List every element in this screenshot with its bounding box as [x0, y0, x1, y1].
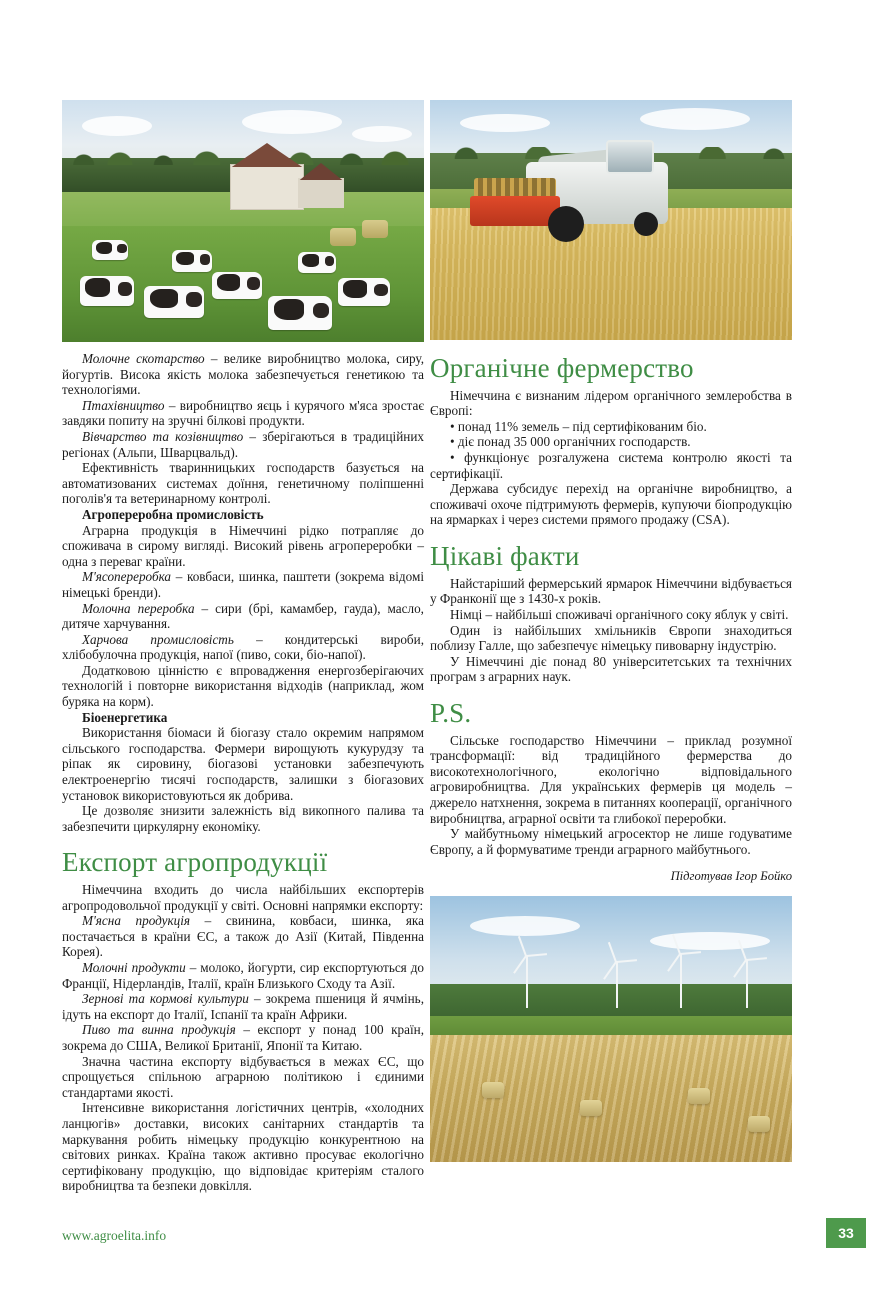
farmhouse	[230, 164, 304, 210]
bullet-item: • понад 11% земель – під сертифікованим біо.	[450, 418, 707, 434]
hay-bale	[330, 228, 356, 246]
paragraph-text: – ковбаси, шинка, паштети (зокрема відомі німецькі бренди).	[62, 569, 424, 600]
paragraph	[62, 803, 424, 834]
paragraph-lead: Зернові та кормові культури	[82, 991, 249, 1007]
paragraph-text: Використання біомаси й біогазу стало окремим напрямом сільського господарства. Фермери вирощують кукурудзу та ріпак як сировину, біогазові установки забезпечують електроенергію тисячі господарств, залишки з біогазових установок використовуються як добрива.	[62, 725, 424, 803]
paragraph-lead: М'ясна продукція	[82, 913, 191, 929]
hay-bale	[688, 1088, 710, 1104]
export-paragraphs	[62, 882, 424, 1194]
paragraph-text: – молоко, йогурти, сир експортуються до Франції, Нідерландів, Італії, країн Близького Сходу та Азії.	[62, 960, 425, 991]
photo-dairy-cows-pasture	[62, 100, 424, 342]
paragraph-lead: Молочна переробка	[82, 600, 195, 616]
cow	[92, 240, 128, 260]
cow	[80, 276, 134, 306]
paragraph-lead: Вівчарство та козівництво	[82, 428, 244, 444]
paragraph	[62, 1054, 424, 1101]
paragraph-text: – експорт у понад 100 країн, зокрема до США, Великої Британії, Японії та Китаю.	[62, 1022, 424, 1054]
livestock-paragraphs	[62, 351, 424, 507]
fact-item: Німці – найбільші споживачі органічного соку яблук у світі.	[450, 606, 789, 622]
subheading-agro-processing: Агропереробна промисловість	[82, 506, 264, 522]
page-number-badge: 33	[826, 1218, 866, 1248]
paragraph: Німеччина є визнаним лідером органічного землеробства в Європі:	[430, 387, 792, 419]
paragraph	[62, 913, 424, 960]
bullet-item: • функціонує розгалужена система контролю якості та сертифікації.	[430, 450, 792, 481]
wind-turbine-icon	[526, 956, 528, 1008]
paragraph	[62, 351, 424, 398]
paragraph	[62, 398, 424, 429]
paragraph	[62, 569, 424, 600]
photo-harvested-field-wind-turbines	[430, 896, 792, 1162]
cloud-shape	[640, 108, 750, 130]
paragraph	[62, 601, 424, 632]
paragraph-lead: Молочні продукти	[82, 960, 186, 976]
paragraph-text: Додатковою цінністю є впровадження енергозберігаючих технологій і повторне використання відходів (наприклад, жом буряка на корм).	[62, 662, 424, 710]
hay-bale	[748, 1116, 770, 1132]
paragraph-lead: Пиво та винна продукція	[82, 1022, 236, 1038]
paragraph-text: – сири (брі, камамбер, гауда), масло, дитяче харчування.	[62, 600, 424, 632]
paragraph	[62, 663, 424, 710]
farm-barn	[298, 178, 344, 208]
paragraph	[62, 460, 424, 507]
heading-organic-farming: Органічне фермерство	[430, 353, 694, 383]
heading-ps: P.S.	[430, 697, 472, 728]
paragraph: Держава субсидує перехід на органічне виробництво, а споживачі охоче підтримують фермерів, купуючи біопродукцію на ярмарках і через системи прямого продажу (CSA).	[430, 481, 792, 528]
paragraph-lead: Птахівництво	[82, 397, 165, 413]
hay-bale	[482, 1082, 504, 1098]
cloud-shape	[242, 110, 342, 134]
paragraph	[62, 429, 424, 460]
paragraph-text: Це дозволяє знизити залежність від викопного палива та забезпечити циркулярну економіку.	[62, 803, 424, 834]
paragraph	[62, 1022, 424, 1053]
cow	[338, 278, 390, 306]
footer-website-url[interactable]: www.agroelita.info	[62, 1228, 167, 1243]
fact-item: Один із найбільших хмільників Європи знаходиться поблизу Галле, що забезпечує німецьку пивоварну індустрію.	[430, 622, 792, 654]
paragraph-text: Значна частина експорту відбувається в межах ЄС, що спрощується спільною аграрною політикою і єдиними стандартами якості.	[62, 1053, 424, 1100]
harvester-wheel	[548, 206, 584, 242]
paragraph-text: Аграрна продукція в Німеччині рідко потрапляє до споживача в сирому вигляді. Високий рівень агропереробки – одна з переваг країни.	[62, 522, 424, 569]
paragraph-text: – кондитерські вироби, хлібобулочна продукція, напої (пиво, соки, біо-напої).	[62, 631, 424, 663]
photo-combine-harvester-wheat-field	[430, 100, 792, 340]
fact-item: У Німеччині діє понад 80 університетських та технічних програм з аграрних наук.	[430, 653, 792, 685]
cow	[172, 250, 212, 272]
left-column	[62, 100, 424, 1194]
paragraph-text: Ефективність тваринницьких господарств базується на автоматизованих системах доїння, генетичному поліпшенні поголів'я та ветеринарному контролі.	[62, 460, 424, 507]
cow	[298, 252, 336, 273]
paragraph-lead: М'ясопереробка	[82, 569, 172, 585]
cow	[268, 296, 332, 330]
paragraph: Сільське господарство Німеччини – приклад розумної трансформації: від традиційного фермерства до високотехнологічного, екологічно відповідального агровиробництва. Для українських фермерів ця модель – джерело натхнення, зокрема в питаннях кооперації, органічного виробництва, аграрної освіти та глибокої переробки.	[430, 732, 792, 826]
paragraph	[62, 991, 424, 1022]
paragraph-text: – виробництво яєць і курячого м'яса зростає завдяки попиту на зручні білкові продукти.	[62, 397, 424, 429]
paragraph	[62, 632, 424, 663]
harvested-stubble-field	[430, 1035, 792, 1163]
wind-turbine-icon	[746, 960, 748, 1008]
paragraph	[62, 523, 424, 570]
bullet-item: • діє понад 35 000 органічних господарств.	[450, 434, 691, 450]
heading-export: Експорт агропродукції	[62, 847, 328, 878]
cloud-shape	[460, 114, 550, 132]
cloud-shape	[82, 116, 152, 136]
paragraph-text: Німеччина входить до числа найбільших експортерів агропродовольчої продукції у світі. Основні напрямки експорту:	[62, 882, 424, 913]
wheat-field	[430, 208, 792, 340]
paragraph-text: – зокрема пшениця й ячмінь, ідуть на експорт до Італії, Іспанії та країн Африки.	[62, 991, 424, 1022]
wind-turbine-icon	[680, 954, 682, 1008]
paragraph	[62, 960, 424, 991]
harvester-cab	[606, 140, 654, 174]
paragraph-lead: Молочне скотарство	[82, 351, 205, 366]
hay-bale	[362, 220, 388, 238]
paragraph	[62, 1100, 424, 1194]
paragraph-lead: Харчова промисловість	[82, 631, 234, 647]
harvester-reel	[474, 178, 556, 198]
wind-turbine-icon	[616, 962, 618, 1008]
paragraph-text: – велике виробництво молока, сиру, йогуртів. Висока якість молока забезпечується генетикою та технологіями.	[62, 351, 424, 398]
processing-paragraphs	[62, 523, 424, 710]
author-signature: Підготував Ігор Бойко	[670, 869, 792, 884]
bioenergy-paragraphs	[62, 725, 424, 834]
paragraph: У майбутньому німецький агросектор не лише годуватиме Європу, а й формуватиме тренди аграрного майбутнього.	[430, 826, 792, 857]
paragraph-text: – зберігаються в традиційних регіонах (Альпи, Шварцвальд).	[62, 428, 424, 460]
paragraph-text: – свинина, ковбаси, шинка, яка постачається в країни ЄС, а також до Азії (Китай, Південна Корея).	[62, 913, 424, 960]
right-column	[430, 100, 792, 1162]
cloud-shape	[352, 126, 412, 142]
fact-item: Найстаріший фермерський ярмарок Німеччини відбувається у Франконії ще з 1430-х років.	[430, 575, 792, 607]
harvester-header	[470, 196, 560, 226]
hay-bale	[580, 1100, 602, 1116]
heading-interesting-facts: Цікаві факти	[430, 541, 580, 572]
paragraph	[62, 882, 424, 913]
paragraph	[62, 725, 424, 803]
subheading-bioenergy: Біоенергетика	[82, 709, 168, 725]
cow	[212, 272, 262, 299]
harvester-wheel	[634, 212, 658, 236]
cow	[144, 286, 204, 318]
paragraph-text: Інтенсивне використання логістичних центрів, «холодних ланцюгів» доставки, високих санітарних стандартів та маркування робить німецьку продукцію конкурентною на світових ринках. Країна також активно просуває екологічно сертифіковану продукцію, що відповідає критеріям сталого виробництва та безпеки довкілля.	[62, 1100, 424, 1194]
